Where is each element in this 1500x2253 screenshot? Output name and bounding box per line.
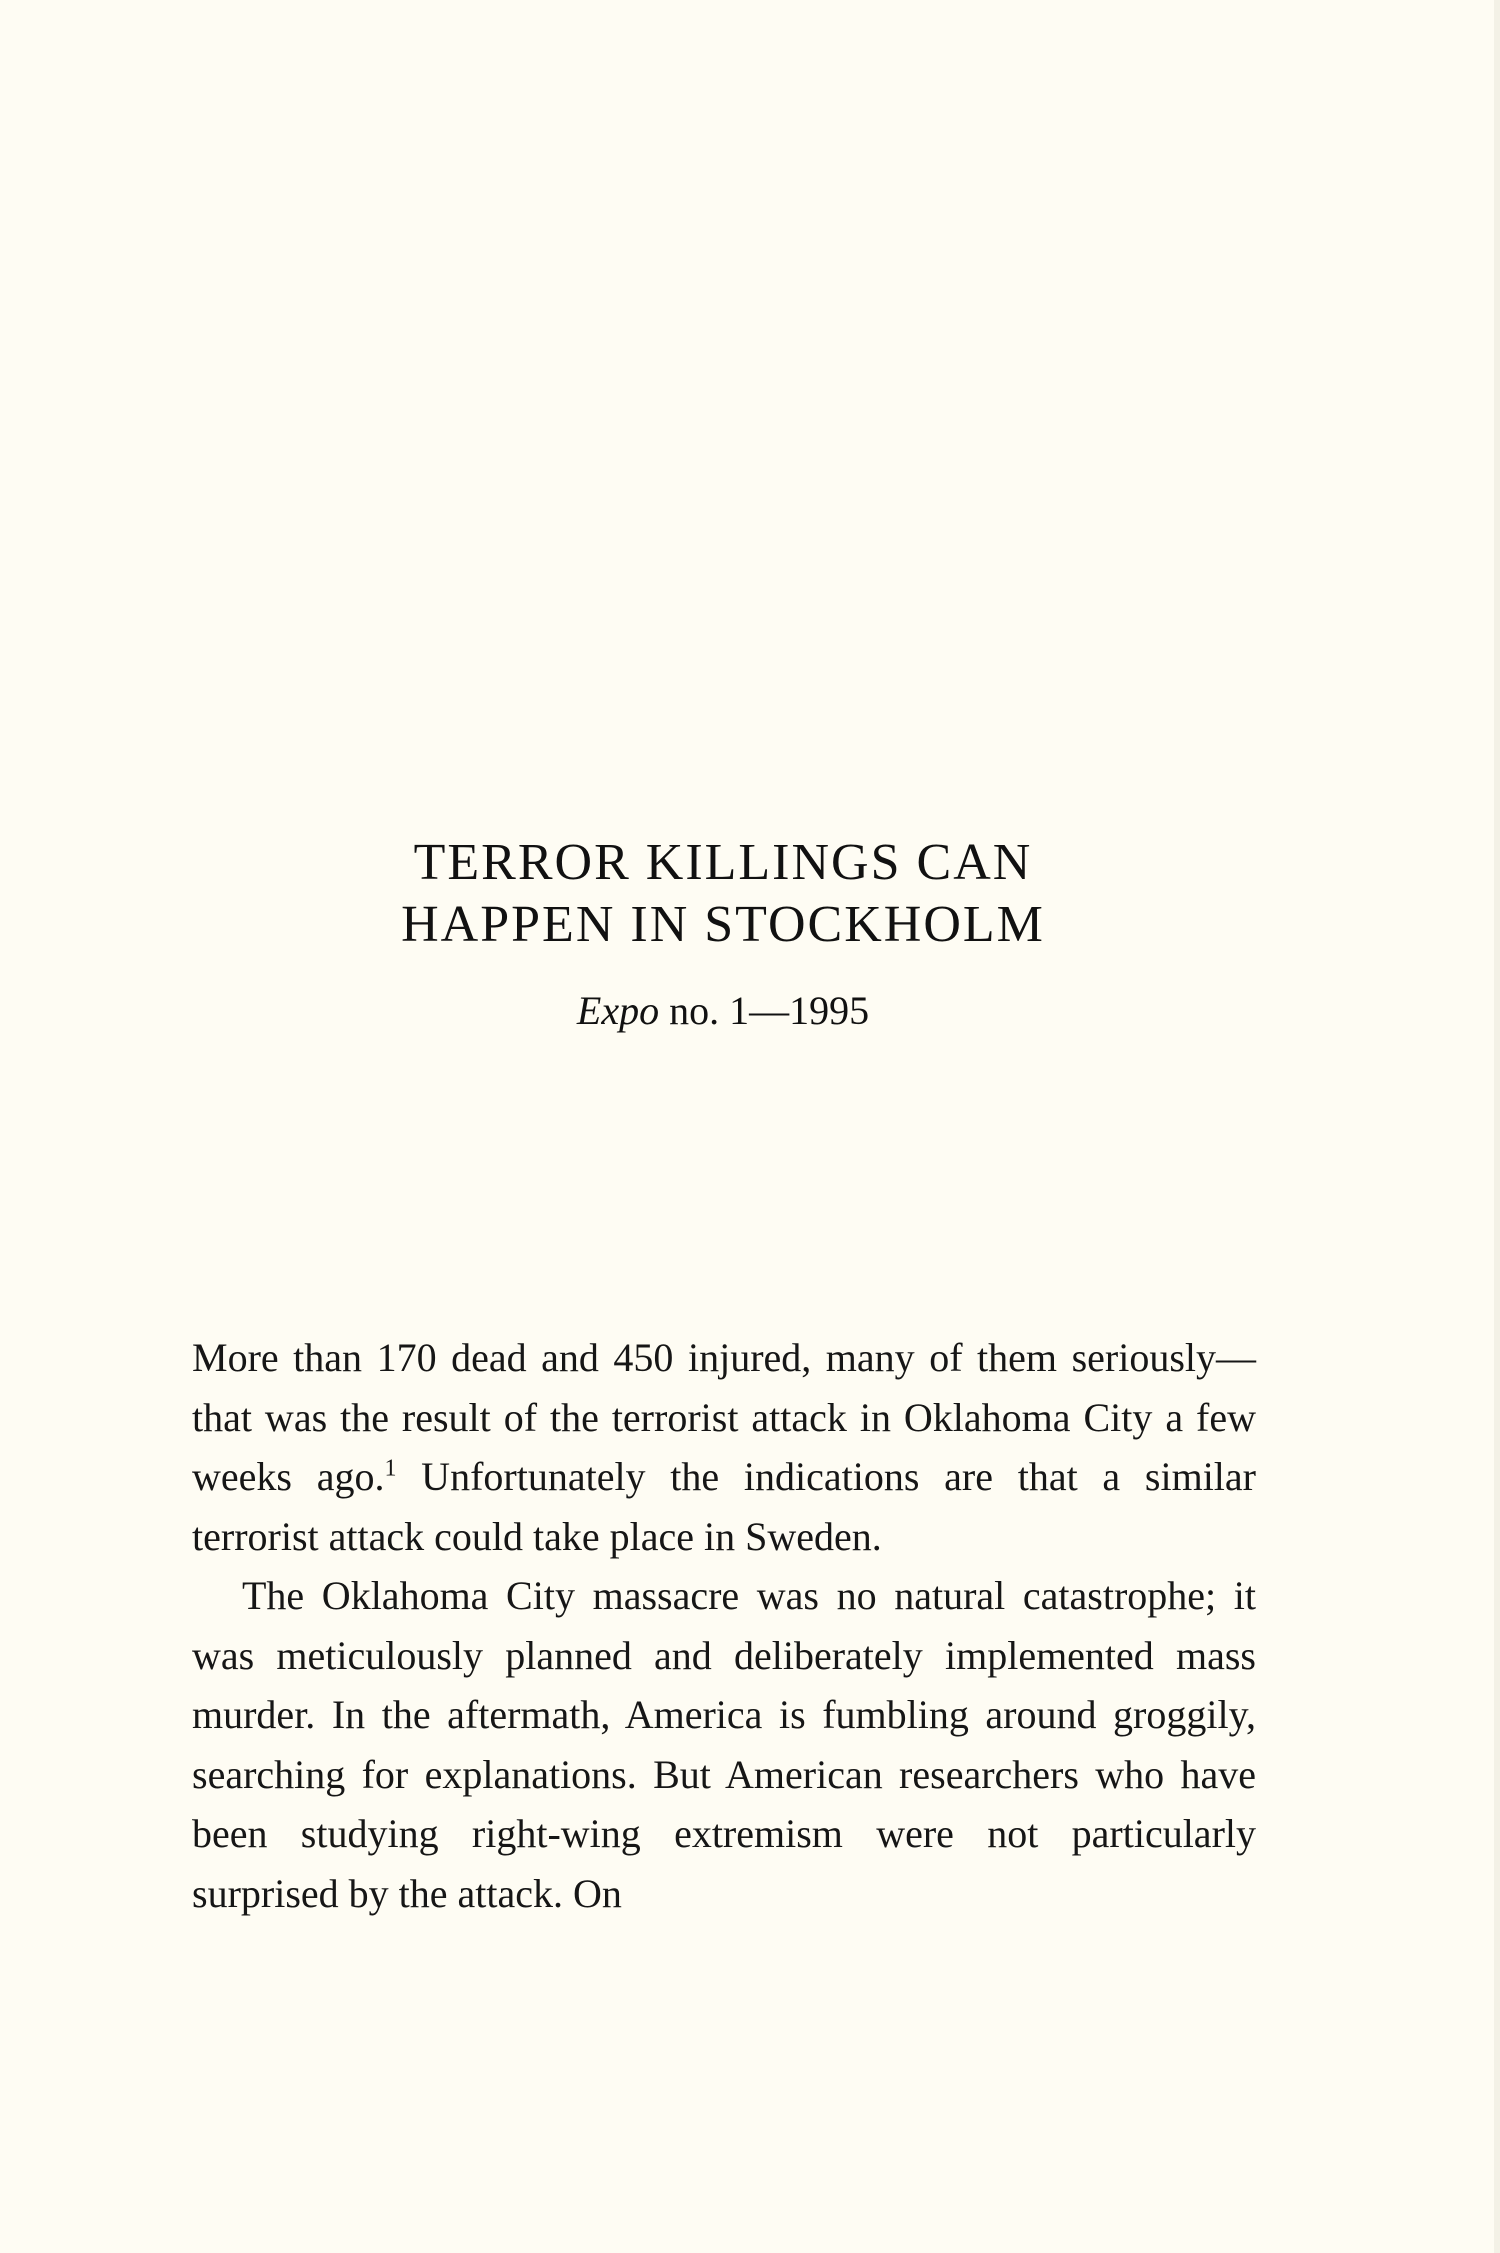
publication-issue: no. 1—1995 [659, 988, 870, 1033]
body-text [192, 1328, 1256, 1923]
page-edge [1494, 0, 1500, 2253]
source-citation [0, 986, 1446, 1036]
publication-name: Expo [576, 988, 660, 1033]
chapter-title [0, 832, 1446, 956]
chapter-heading [0, 832, 1446, 956]
paragraph-1 [192, 1328, 1256, 1566]
paragraph-1-text-a: More than 170 dead and 450 injured, many of them seriously—that was the result of the terrorist attack in Oklahoma City a few weeks ago. [192, 1335, 1256, 1499]
paragraph-2: The Oklahoma City massacre was no natural catastrophe; it was meticulously planned and deliberately implemented mass murder. In the aftermath, America is fumbling around groggily, searching for explanations. But American researchers who have been studying right-wing extremism were not particularly surprised by the attack. On [192, 1573, 1256, 1916]
chapter-title-line-2: HAPPEN IN STOCKHOLM [401, 896, 1045, 953]
footnote-marker[interactable]: 1 [384, 1455, 397, 1482]
chapter-title-line-1: TERROR KILLINGS CAN [413, 834, 1033, 891]
paragraph-1-text-b: Unfortunately the indications are that a similar terrorist attack could take place in Sweden. [192, 1454, 1256, 1559]
